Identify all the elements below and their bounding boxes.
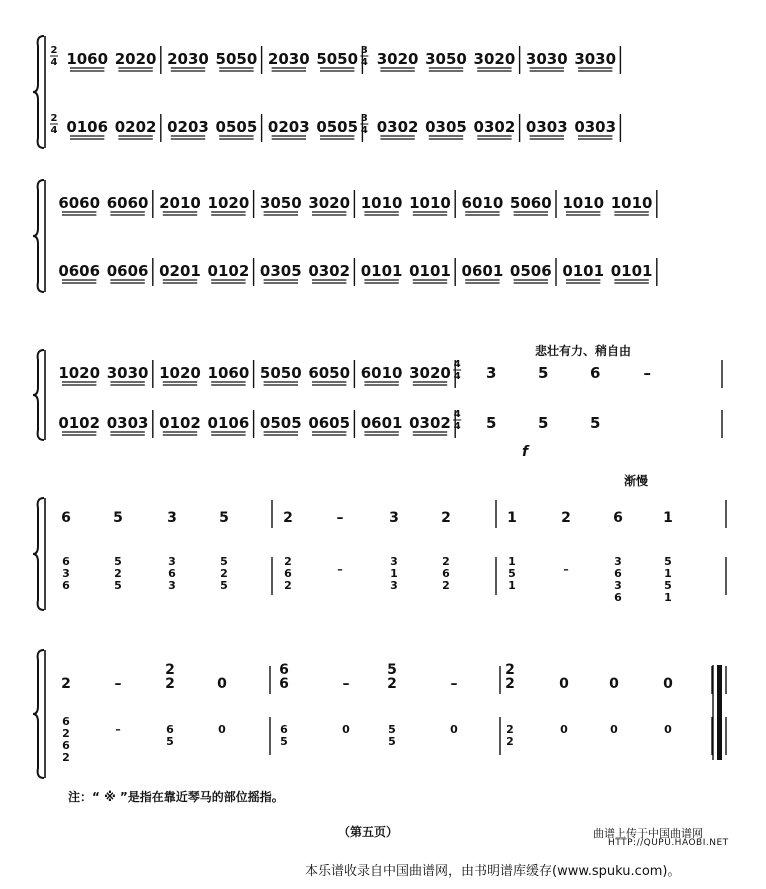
chord-note-lower: 6 (614, 567, 622, 580)
time-signature-numerator: 2 (50, 113, 58, 124)
note-upper: 2 (165, 676, 175, 692)
note-upper: 0 (609, 676, 619, 692)
note-upper: 2 (441, 510, 451, 526)
beat-group-lower: 0101 (360, 262, 403, 280)
beat-group-lower: 0303 (525, 118, 568, 136)
chord-note-lower: 5 (114, 555, 122, 568)
archive-credit: 本乐谱收录自中国曲谱网，由书明谱库缓存(www.spuku.com)。 (305, 864, 681, 879)
page-number: （第五页） (338, 825, 399, 839)
site-label: 曲谱上传于中国曲谱网 (593, 827, 703, 840)
beat-group-lower: 0106 (207, 414, 250, 432)
beat-group-upper: 2010 (159, 194, 201, 212)
beat-group-lower: 0102 (207, 262, 250, 280)
note-upper: 1 (663, 510, 673, 526)
beat-group-upper: 5050 (259, 364, 302, 382)
system-brace (33, 498, 44, 610)
beat-group-upper: 1020 (207, 194, 250, 212)
chord-note-lower: 2 (114, 567, 122, 580)
chord-note-lower: 0 (342, 723, 350, 736)
beat-group-lower: 0601 (461, 262, 504, 280)
chord-note-lower: 2 (442, 579, 450, 592)
note-upper: 0 (663, 676, 673, 692)
beat-group-lower: 0101 (562, 262, 605, 280)
chord-note-lower: 5 (280, 735, 288, 748)
note-upper: 5 (387, 662, 397, 678)
beat-group-lower: 0505 (316, 118, 359, 136)
chord-note-lower: 6 (284, 567, 292, 580)
beat-group-upper: 3020 (473, 50, 516, 68)
system-brace (33, 650, 44, 778)
beat-group-lower: 0101 (409, 262, 451, 280)
beat-group-upper: 3050 (259, 194, 302, 212)
beat-group-lower: 0302 (409, 414, 451, 432)
time-signature-denominator: 4 (453, 421, 461, 432)
note: – (643, 364, 651, 382)
note-upper: – (450, 676, 458, 692)
note-upper: 0 (559, 676, 569, 692)
time-signature-numerator: 2 (50, 45, 58, 56)
beat-group-upper: 2020 (114, 50, 157, 68)
note-upper: 2 (561, 510, 571, 526)
chord-note-lower: 3 (614, 555, 622, 568)
note-upper: 3 (389, 510, 399, 526)
chord-note-lower: – (337, 563, 343, 576)
beat-group-upper: 1060 (207, 364, 250, 382)
chord-note-lower: 5 (664, 579, 672, 592)
beat-group-upper: 1010 (409, 194, 451, 212)
beat-group-upper: 3020 (308, 194, 351, 212)
time-signature-denominator: 4 (360, 57, 368, 68)
chord-note-lower: 6 (62, 715, 70, 728)
site-url: HTTP://QUPU.HAOBI.NET (608, 838, 729, 848)
time-signature-numerator: 3 (360, 45, 368, 56)
time-signature-denominator: 4 (360, 125, 368, 136)
beat-group-upper: 6060 (58, 194, 101, 212)
chord-note-lower: 5 (388, 723, 396, 736)
footnote: 注：“ ※ ”是指在靠近琴马的部位摇指。 (68, 790, 284, 804)
beat-group-lower: 0605 (308, 414, 351, 432)
chord-note-lower: 5 (166, 735, 174, 748)
beat-group-lower: 0606 (58, 262, 101, 280)
system-brace (33, 180, 44, 292)
beat-group-lower: 0302 (376, 118, 419, 136)
note-upper: 2 (505, 676, 515, 692)
tempo-marking: 悲壮有力、稍自由 (534, 344, 632, 358)
note-upper: 2 (165, 662, 175, 678)
beat-group-lower: 0303 (574, 118, 617, 136)
time-signature-denominator: 4 (50, 125, 58, 136)
time-signature-numerator: 3 (360, 113, 368, 124)
chord-note-lower: 5 (220, 555, 228, 568)
beat-group-upper: 3030 (574, 50, 617, 68)
beat-group-lower: 0106 (66, 118, 109, 136)
tremolo-note: 5 (589, 414, 601, 432)
chord-note-lower: 0 (560, 723, 568, 736)
chord-note-lower: 2 (284, 555, 292, 568)
chord-note-lower: 0 (664, 723, 672, 736)
beat-group-lower: 0506 (509, 262, 552, 280)
chord-note-lower: 2 (220, 567, 228, 580)
beat-group-lower: 0202 (114, 118, 157, 136)
chord-note-lower: 1 (664, 567, 672, 580)
chord-note-lower: 2 (506, 735, 514, 748)
chord-note-lower: 3 (390, 579, 398, 592)
note-upper: 2 (61, 676, 71, 692)
chord-note-lower: 0 (450, 723, 458, 736)
time-signature-numerator: 4 (453, 409, 461, 420)
chord-note-lower: 1 (664, 591, 672, 604)
beat-group-lower: 0102 (58, 414, 101, 432)
beat-group-upper: 6060 (106, 194, 149, 212)
note-upper: 2 (283, 510, 293, 526)
note-upper: 5 (219, 510, 229, 526)
chord-note-lower: 6 (62, 555, 70, 568)
chord-note-lower: 6 (168, 567, 176, 580)
beat-group-upper: 1010 (360, 194, 403, 212)
beat-group-upper: 3030 (106, 364, 149, 382)
note-upper: 1 (507, 510, 517, 526)
note-upper: 3 (167, 510, 177, 526)
chord-note-lower: 5 (508, 567, 516, 580)
chord-note-lower: 0 (218, 723, 226, 736)
beat-group-lower: 0302 (473, 118, 516, 136)
tremolo-note: 5 (537, 414, 549, 432)
chord-note-lower: 0 (610, 723, 618, 736)
note-upper: 6 (613, 510, 623, 526)
chord-note-lower: 6 (62, 739, 70, 752)
note: 3 (485, 364, 497, 382)
beat-group-lower: 0505 (215, 118, 258, 136)
beat-group-lower: 0201 (159, 262, 201, 280)
chord-note-lower: 6 (62, 579, 70, 592)
beat-group-upper: 6010 (360, 364, 403, 382)
time-signature-numerator: 4 (453, 359, 461, 370)
chord-note-lower: 6 (280, 723, 288, 736)
chord-note-lower: 2 (62, 751, 70, 764)
chord-note-lower: 2 (506, 723, 514, 736)
beat-group-upper: 5060 (509, 194, 552, 212)
system-brace (33, 350, 44, 440)
chord-note-lower: 2 (442, 555, 450, 568)
beat-group-lower: 0606 (106, 262, 149, 280)
note-upper: – (342, 676, 350, 692)
chord-note-lower: 3 (614, 579, 622, 592)
time-signature-denominator: 4 (50, 57, 58, 68)
beat-group-lower: 0102 (159, 414, 201, 432)
note: 5 (537, 364, 549, 382)
chord-note-lower: 6 (614, 591, 622, 604)
note-upper: 2 (387, 676, 397, 692)
note-upper: – (336, 510, 344, 526)
chord-note-lower: 6 (166, 723, 174, 736)
beat-group-upper: 3050 (425, 50, 467, 68)
beat-group-upper: 1020 (159, 364, 201, 382)
chord-note-lower: 5 (388, 735, 396, 748)
beat-group-upper: 3030 (525, 50, 568, 68)
final-barline-thick (717, 665, 722, 760)
beat-group-upper: 1010 (610, 194, 653, 212)
note-upper: 0 (217, 676, 227, 692)
chord-note-lower: 3 (168, 555, 176, 568)
beat-group-upper: 2030 (267, 50, 310, 68)
chord-note-lower: – (563, 563, 569, 576)
beat-group-lower: 0203 (267, 118, 310, 136)
system-brace (33, 36, 44, 148)
chord-note-lower: 1 (508, 555, 516, 568)
beat-group-upper: 3020 (376, 50, 419, 68)
chord-note-lower: 2 (284, 579, 292, 592)
tremolo-note: 5 (485, 414, 497, 432)
beat-group-upper: 1020 (58, 364, 101, 382)
note-upper: 6 (61, 510, 71, 526)
beat-group-lower: 0303 (106, 414, 149, 432)
chord-note-lower: 2 (62, 727, 70, 740)
note-upper: 6 (279, 676, 289, 692)
chord-note-lower: 3 (390, 555, 398, 568)
beat-group-upper: 5050 (316, 50, 359, 68)
chord-note-lower: 5 (220, 579, 228, 592)
note: 6 (589, 364, 601, 382)
beat-group-lower: 0601 (360, 414, 403, 432)
note-upper: 6 (279, 662, 289, 678)
beat-group-upper: 1010 (562, 194, 605, 212)
note-upper: – (114, 676, 122, 692)
chord-note-lower: 3 (168, 579, 176, 592)
chord-note-lower: 1 (508, 579, 516, 592)
beat-group-upper: 6050 (308, 364, 351, 382)
ritardando-marking: 渐慢 (623, 474, 649, 488)
beat-group-upper: 6010 (461, 194, 504, 212)
beat-group-upper: 5050 (215, 50, 258, 68)
chord-note-lower: 5 (114, 579, 122, 592)
beat-group-lower: 0505 (259, 414, 302, 432)
beat-group-lower: 0302 (308, 262, 351, 280)
chord-note-lower: 1 (390, 567, 398, 580)
beat-group-lower: 0101 (610, 262, 653, 280)
chord-note-lower: 5 (664, 555, 672, 568)
chord-note-lower: 6 (442, 567, 450, 580)
beat-group-lower: 0305 (259, 262, 302, 280)
beat-group-upper: 3020 (409, 364, 451, 382)
beat-group-upper: 1060 (66, 50, 109, 68)
beat-group-lower: 0203 (167, 118, 209, 136)
dynamic-marking: f (521, 444, 529, 460)
beat-group-upper: 2030 (167, 50, 209, 68)
chord-note-lower: 3 (62, 567, 70, 580)
beat-group-lower: 0305 (425, 118, 467, 136)
note-upper: 2 (505, 662, 515, 678)
time-signature-denominator: 4 (453, 371, 461, 382)
note-upper: 5 (113, 510, 123, 526)
chord-note-lower: – (115, 723, 121, 736)
